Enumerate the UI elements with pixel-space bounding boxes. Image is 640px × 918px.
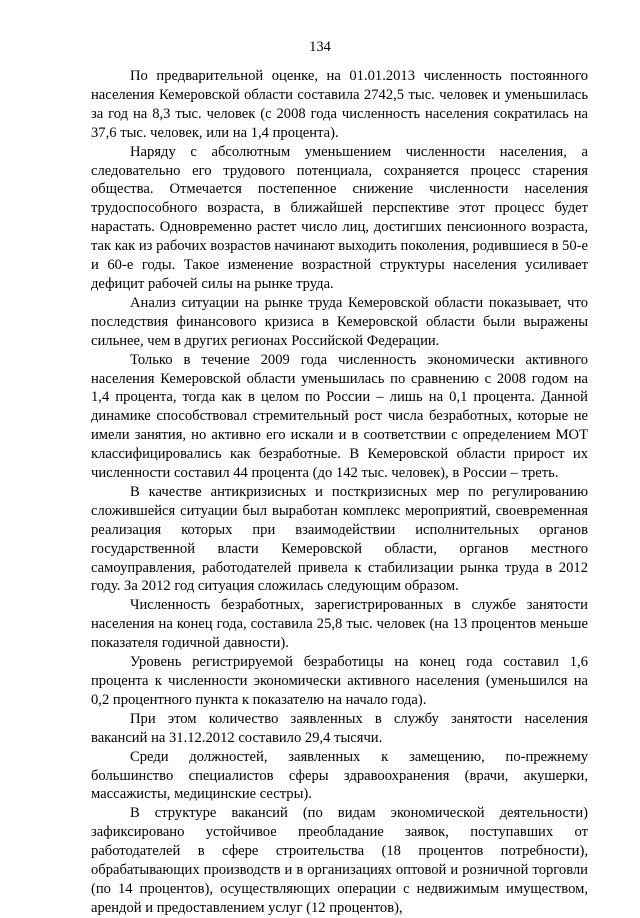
paragraph-positions-healthcare: Среди должностей, заявленных к замещению, по-прежнему большинство специалистов сферы здравоохранения (врачи, акушерки, массажисты, медицинские сестры).: [91, 748, 588, 803]
paragraph-unemployed-count: Численность безработных, зарегистрированных в службе занятости населения на конец года, составила 25,8 тыс. человек (на 13 процентов меньше показателя годичной давности).: [91, 597, 588, 652]
paragraph-2009-dynamics: Только в течение 2009 года численность экономически активного населения Кемеровской области уменьшилась по сравнению с 2008 годом на 1,4 процента, тогда как в целом по России – лишь на 0,1 процента. Данной динамике способствовал стремительный рост числа безработных, которые не имели занятия, но активно его искали и в соответствии с определением МОТ классифицировались как безработные. В Кемеровской области прирост их численности составил 44 процента (до 142 тыс. человек), в России – треть.: [91, 351, 588, 482]
page-number: 134: [309, 39, 331, 55]
paragraph-population-estimate: По предварительной оценке, на 01.01.2013 численность постоянного населения Кемеровской области составила 2742,5 тыс. человек и уменьшилась за год на 8,3 тыс. человек (с 2008 года численность населения сократилась на 37,6 тыс. человек, или на 1,4 процента).: [91, 68, 588, 141]
paragraph-aging-society: Наряду с абсолютным уменьшением численности населения, а следовательно его трудового потенциала, сохраняется процесс старения общества. Отмечается постепенное снижение численности населения трудоспособного возраста, в ближайшей перспективе этот процесс будет нарастать. Одновременно растет число лиц, достигших пенсионного возраста, так как из рабочих возрастов начинают выходить поколения, родившиеся в 50-е и 60-е годы. Такое изменение возрастной структуры населения усиливает дефицит рабочей силы на рынке труда.: [91, 143, 588, 292]
document-body: [91, 67, 588, 918]
paragraph-labor-market-analysis: Анализ ситуации на рынке труда Кемеровской области показывает, что последствия финансового кризиса в Кемеровской области были выражены сильнее, чем в других регионах Российской Федерации.: [91, 294, 588, 349]
paragraph-anticrisis-measures: В качестве антикризисных и посткризисных мер по регулированию сложившейся ситуации был выработан комплекс мероприятий, своевременная реализация которых при взаимодействии исполнительных органов государственной власти Кемеровской области, органов местного самоуправления, работодателей привела к стабилизации рынка труда в 2012 году. За 2012 год ситуация сложилась следующим образом.: [91, 483, 588, 595]
paragraph-vacancies-count: При этом количество заявленных в службу занятости населения вакансий на 31.12.2012 составило 29,4 тысячи.: [91, 710, 588, 746]
paragraph-unemployment-rate: Уровень регистрируемой безработицы на конец года составил 1,6 процента к численности экономически активного населения (уменьшился на 0,2 процентного пункта к показателю на начало года).: [91, 654, 588, 708]
paragraph-vacancy-structure: В структуре вакансий (по видам экономической деятельности) зафиксировано устойчивое преобладание заявок, поступавших от работодателей в сфере строительства (18 процентов потребности), обрабатывающих производств и в организациях оптовой и розничной торговли (по 14 процентов), осуществляющих операции с недвижимым имуществом, арендой и предоставлением услуг (12 процентов),: [91, 805, 588, 916]
